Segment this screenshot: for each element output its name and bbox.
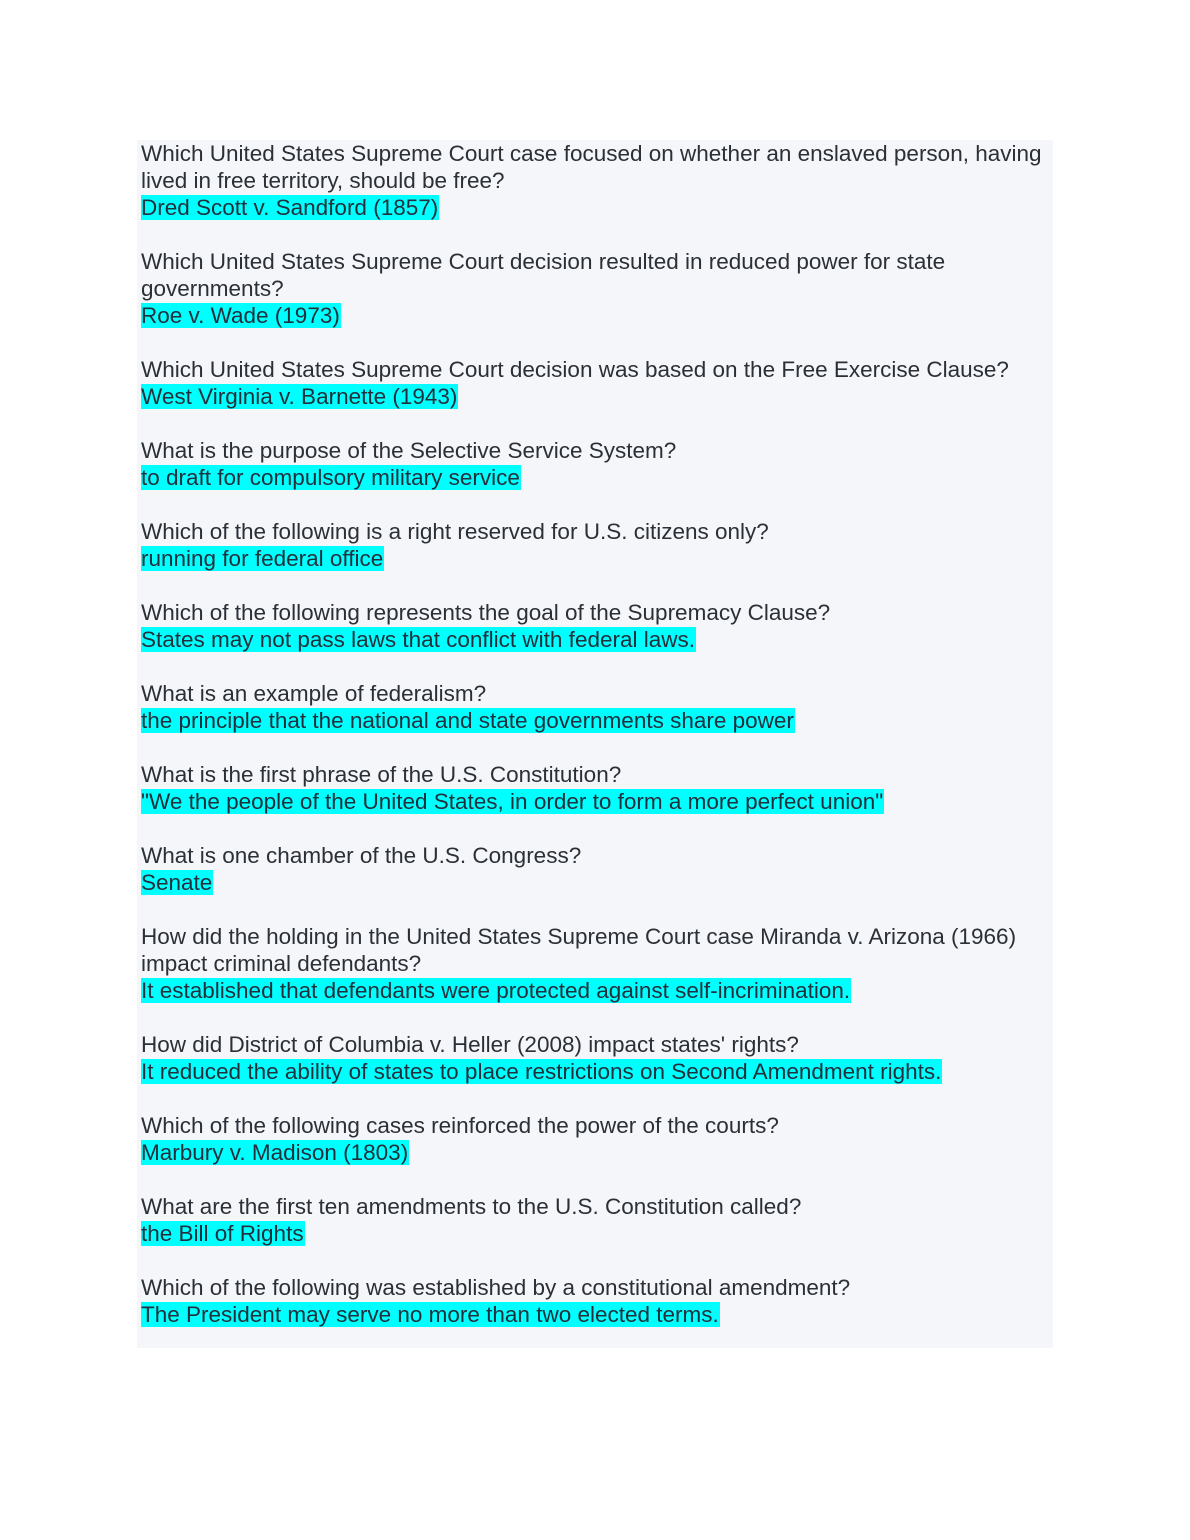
qa-item [141,248,1051,329]
qa-list [141,140,1051,1355]
qa-item [141,437,1051,491]
qa-item [141,140,1051,221]
question-text: What is the first phrase of the U.S. Constitution? [141,762,622,787]
answer-highlight: Roe v. Wade (1973) [141,303,340,328]
answer-highlight: Senate [141,870,213,895]
question-text: Which of the following cases reinforced the power of the courts? [141,1113,779,1138]
question-text: Which United States Supreme Court decision was based on the Free Exercise Clause? [141,357,1009,382]
question-text: Which of the following represents the goal of the Supremacy Clause? [141,600,831,625]
qa-item [141,842,1051,896]
answer-highlight: the principle that the national and state governments share power [141,708,794,733]
answer-highlight: The President may serve no more than two elected terms. [141,1302,719,1327]
qa-item [141,599,1051,653]
answer-highlight: West Virginia v. Barnette (1943) [141,384,458,409]
answer-highlight: States may not pass laws that conflict with federal laws. [141,627,695,652]
qa-item [141,356,1051,410]
question-text: What is an example of federalism? [141,681,487,706]
question-text: How did the holding in the United States Supreme Court case Miranda v. Arizona (1966) impact criminal defendants? [141,924,1017,976]
answer-highlight: Marbury v. Madison (1803) [141,1140,409,1165]
answer-highlight: "We the people of the United States, in order to form a more perfect union" [141,789,884,814]
question-text: Which United States Supreme Court decision resulted in reduced power for state governments? [141,249,946,301]
qa-item [141,1112,1051,1166]
qa-item [141,1274,1051,1328]
question-text: Which of the following is a right reserved for U.S. citizens only? [141,519,769,544]
question-text: What is the purpose of the Selective Service System? [141,438,677,463]
qa-item [141,761,1051,815]
answer-highlight: It reduced the ability of states to place restrictions on Second Amendment rights. [141,1059,942,1084]
qa-item [141,1193,1051,1247]
answer-highlight: to draft for compulsory military service [141,465,520,490]
answer-highlight: running for federal office [141,546,384,571]
qa-item [141,518,1051,572]
qa-item [141,680,1051,734]
answer-highlight: the Bill of Rights [141,1221,304,1246]
qa-item [141,923,1051,1004]
answer-highlight: It established that defendants were protected against self-incrimination. [141,978,851,1003]
question-text: Which United States Supreme Court case focused on whether an enslaved person, having lived in free territory, should be free? [141,141,1042,193]
qa-item [141,1031,1051,1085]
question-text: Which of the following was established by a constitutional amendment? [141,1275,851,1300]
answer-highlight: Dred Scott v. Sandford (1857) [141,195,439,220]
question-text: What are the first ten amendments to the U.S. Constitution called? [141,1194,802,1219]
question-text: How did District of Columbia v. Heller (2008) impact states' rights? [141,1032,799,1057]
question-text: What is one chamber of the U.S. Congress? [141,843,582,868]
